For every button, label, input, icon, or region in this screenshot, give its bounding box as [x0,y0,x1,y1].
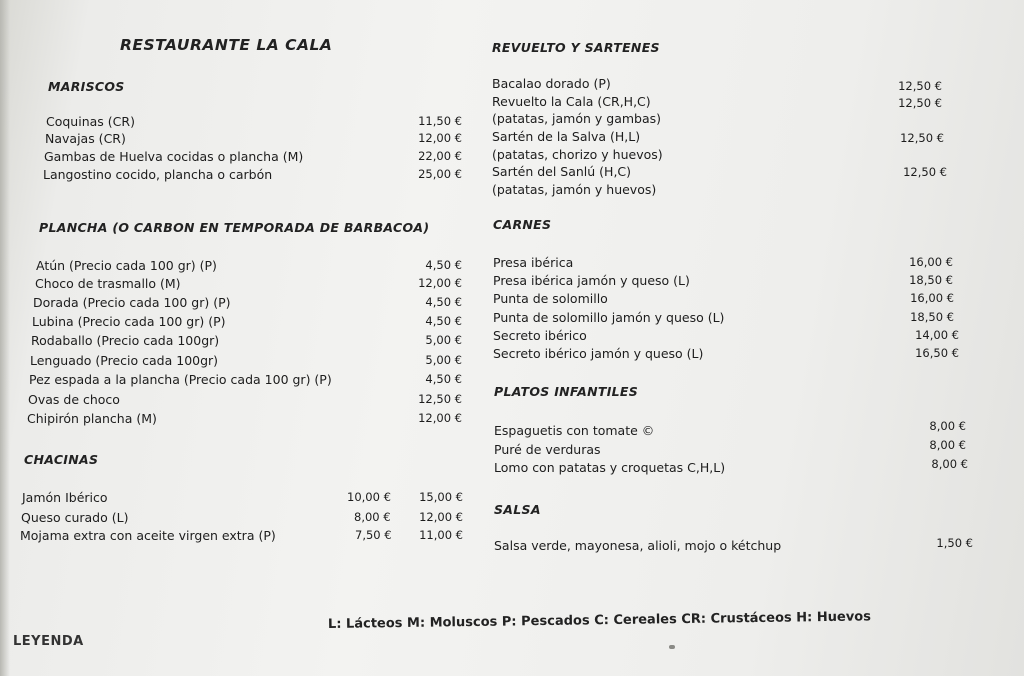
menu-item [21,510,463,528]
item-price: 8,00 € [929,419,966,433]
menu-item [492,129,944,147]
item-name: Langostino cocido, plancha o carbón [43,167,273,182]
item-name: Ovas de choco [28,392,120,407]
item-price: 4,50 € [425,258,462,272]
item-name: Revuelto la Cala (CR,H,C) [492,94,651,109]
item-name: Mojama extra con aceite virgen extra (P) [20,528,276,543]
item-name: Dorada (Precio cada 100 gr) (P) [33,295,231,310]
menu-item [20,528,463,546]
item-name: Choco de trasmallo (M) [35,276,181,291]
item-price-half: 10,00 € [347,490,391,504]
menu-item [28,392,462,410]
menu-item [32,314,462,332]
item-price: 12,50 € [418,392,462,406]
legend-text: L: Lácteos M: Moluscos P: Pescados C: Cereales CR: Crustáceos H: Huevos [327,609,872,632]
item-price: 16,00 € [910,291,954,305]
menu-item [492,76,942,94]
menu-item [492,164,947,182]
item-price: 12,00 € [418,411,462,425]
menu-item [22,490,463,508]
menu-item [33,295,462,313]
item-name: Sartén de la Salva (H,L) [492,129,641,144]
item-name: Navajas (CR) [45,131,126,146]
item-name: Rodaballo (Precio cada 100gr) [31,333,220,348]
menu-item [36,258,462,276]
section-title-carnes: CARNES [493,217,552,232]
item-price: 5,00 € [425,353,462,367]
item-name: Sartén del Sanlú (H,C) [492,164,632,179]
menu-item [27,411,462,429]
item-name: Lomo con patatas y croquetas C,H,L) [494,460,726,475]
item-price: 5,00 € [425,333,462,347]
item-price: 1,50 € [936,536,973,550]
item-price: 12,00 € [418,276,462,290]
restaurant-title: RESTAURANTE LA CALA [120,36,333,54]
menu-item [493,291,954,309]
item-price: 4,50 € [425,295,462,309]
item-name: Atún (Precio cada 100 gr) (P) [36,258,217,273]
menu-item [493,255,953,273]
page-edge-shadow [0,0,10,676]
item-name: Salsa verde, mayonesa, alioli, mojo o kétchup [494,538,782,553]
menu-item [31,333,462,351]
item-name: Presa ibérica jamón y queso (L) [493,273,690,288]
item-name: Puré de verduras [494,442,601,457]
menu-item [494,457,968,478]
paper-mark [669,645,675,649]
item-name: Punta de solomillo jamón y queso (L) [493,310,725,325]
item-price: 12,00 € [418,131,462,145]
item-note: (patatas, jamón y gambas) [492,111,662,126]
item-name: Coquinas (CR) [46,114,135,129]
item-price: 25,00 € [418,167,462,181]
menu-item [29,372,462,390]
item-price: 12,00 € [419,510,463,524]
item-price: 14,00 € [915,328,959,342]
item-price: 8,00 € [929,438,966,452]
menu-item [493,346,959,364]
item-price-half: 7,50 € [355,528,392,542]
item-price: 12,50 € [898,79,942,93]
item-price: 11,00 € [419,528,463,542]
item-name: Punta de solomillo [493,291,608,306]
item-name: Secreto ibérico jamón y queso (L) [493,346,704,361]
item-name: Bacalao dorado (P) [492,76,611,91]
item-price: 18,50 € [910,310,954,324]
legend-label: LEYENDA [13,634,84,649]
section-title-infantiles: PLATOS INFANTILES [494,384,639,399]
section-title-revuelto: REVUELTO Y SARTENES [492,40,660,55]
item-price: 12,50 € [900,131,944,145]
menu-item [493,310,954,328]
menu-item [494,538,973,556]
menu-item [492,94,942,112]
item-price: 4,50 € [425,372,462,386]
item-price: 11,50 € [418,114,462,128]
item-name: Queso curado (L) [21,510,129,525]
item-price: 8,00 € [931,457,968,471]
section-title-chacinas: CHACINAS [24,452,99,467]
item-price: 12,50 € [898,96,942,110]
item-name: Gambas de Huelva cocidas o plancha (M) [44,149,304,164]
item-note: (patatas, jamón y huevos) [492,182,657,197]
item-price: 4,50 € [425,314,462,328]
menu-item [493,328,959,346]
menu-item [44,149,462,167]
item-name: Jamón Ibérico [22,490,108,505]
item-name: Presa ibérica [493,255,574,270]
menu-item [493,273,953,291]
menu-item [46,114,462,132]
menu-item [494,438,966,460]
item-name: Lubina (Precio cada 100 gr) (P) [32,314,226,329]
item-name: Lenguado (Precio cada 100gr) [30,353,219,368]
item-price: 22,00 € [418,149,462,163]
item-name: Pez espada a la plancha (Precio cada 100 gr) (P) [29,372,332,387]
item-price-half: 8,00 € [354,510,391,524]
section-title-salsa: SALSA [494,502,541,517]
menu-item [43,167,462,185]
item-price: 12,50 € [903,165,947,179]
item-price: 15,00 € [419,490,463,504]
item-name: Espaguetis con tomate © [494,423,655,438]
item-name: Chipirón plancha (M) [27,411,157,426]
item-price: 16,50 € [915,346,959,360]
menu-item [30,353,462,371]
item-note: (patatas, chorizo y huevos) [492,147,663,162]
menu-item [45,131,462,149]
menu-item [35,276,462,294]
item-name: Secreto ibérico [493,328,587,343]
item-price: 16,00 € [909,255,953,269]
section-title-plancha: PLANCHA (O CARBON EN TEMPORADA DE BARBACOA) [39,220,430,235]
menu-item [494,419,966,441]
item-price: 18,50 € [909,273,953,287]
section-title-mariscos: MARISCOS [48,79,125,94]
